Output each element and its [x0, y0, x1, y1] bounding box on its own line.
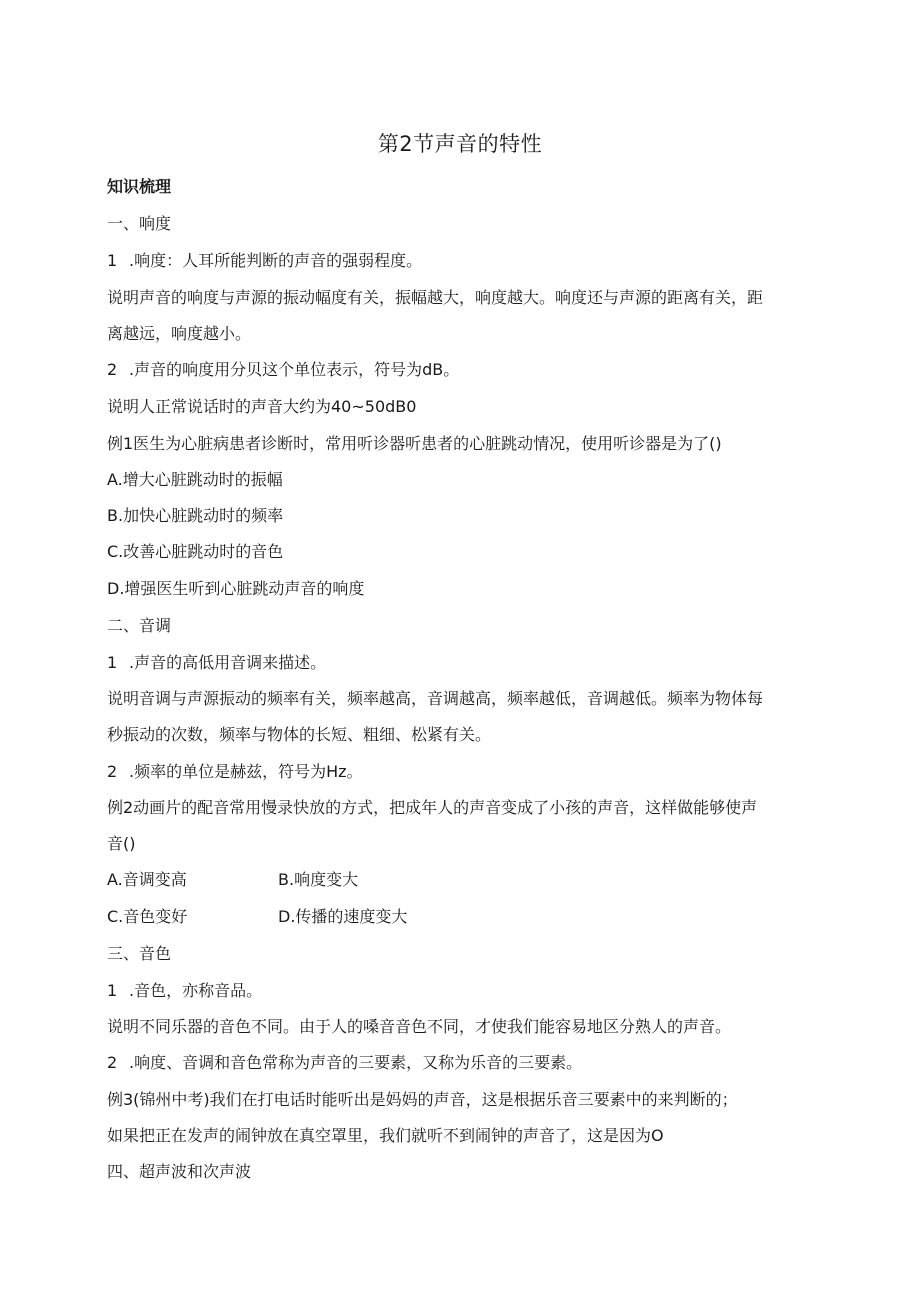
example1-option-c: C.改善心脏跳动时的音色: [107, 542, 284, 561]
part2-note1-line1: 说明音调与声源振动的频率有关，频率越高，音调越高，频率越低，音调越低。频率为物体每: [107, 689, 764, 708]
part2-item1: [107, 652, 326, 674]
part3-item2-text: .响度、音调和音色常称为声音的三要素，又称为乐音的三要素。: [129, 1053, 583, 1072]
example3-question-line2: 如果把正在发声的闹钟放在真空罩里，我们就听不到闹钟的声音了，这是因为O: [107, 1126, 664, 1145]
part1-note1-line2: 离越远，响度越小。: [107, 324, 252, 343]
part1-note1-line1: 说明声音的响度与声源的振动幅度有关，振幅越大，响度越大。响度还与声源的距离有关，距: [107, 288, 764, 307]
section-heading: 知识梳理: [107, 177, 172, 196]
part1-item1-text: .响度：人耳所能判断的声音的强弱程度。: [129, 251, 423, 270]
part3-item1: [107, 980, 262, 1002]
example2-option-c: C.音色变好: [107, 907, 188, 926]
part2-item1-text: .声音的高低用音调来描述。: [129, 653, 327, 672]
example1-option-b: B.加快心脏跳动时的频率: [107, 506, 284, 525]
part1-item2-text: .声音的响度用分贝这个单位表示，符号为dB。: [129, 360, 460, 379]
example2-option-b: B.响度变大: [278, 870, 359, 889]
part1-item1-number: 1: [107, 251, 118, 270]
example2-question-line1: 例2动画片的配音常用慢录快放的方式，把成年人的声音变成了小孩的声音，这样做能够使声: [107, 798, 758, 817]
part1-heading: 一、响度: [107, 214, 172, 233]
part1-item1: [107, 250, 422, 272]
part3-item2: [107, 1052, 582, 1074]
part1-item2-number: 2: [107, 360, 118, 379]
part2-item2-text: .频率的单位是赫兹，符号为Hz。: [129, 762, 363, 781]
example2-option-a: A.音调变高: [107, 870, 187, 889]
part2-heading: 二、音调: [107, 616, 172, 635]
part2-item2-number: 2: [107, 762, 118, 781]
page-title: 第2节声音的特性: [377, 132, 543, 156]
example1-question: 例1医生为心脏病患者诊断时，常用听诊器听患者的心脏跳动情况，使用听诊器是为了(): [107, 434, 722, 453]
part2-note1-line2: 秒振动的次数，频率与物体的长短、粗细、松紧有关。: [107, 725, 492, 744]
part2-item2: [107, 761, 363, 783]
example2-option-d: D.传播的速度变大: [278, 907, 408, 926]
example1-option-d: D.增强医生听到心脏跳动声音的响度: [107, 579, 365, 598]
part3-heading: 三、音色: [107, 944, 172, 963]
part3-note1: 说明不同乐器的音色不同。由于人的嗓音音色不同，才使我们能容易地区分熟人的声音。: [107, 1017, 732, 1036]
example2-question-line2: 音(): [107, 834, 136, 853]
part2-item1-number: 1: [107, 653, 118, 672]
part1-note2: 说明人正常说话时的声音大约为40~50dB0: [107, 397, 417, 416]
part3-item1-number: 1: [107, 981, 118, 1000]
example1-option-a: A.增大心脏跳动时的振幅: [107, 470, 283, 489]
example3-question-line1: 例3(锦州中考)我们在打电话时能听出是妈妈的声音，这是根据乐音三要素中的来判断的；: [107, 1090, 738, 1109]
part1-item2: [107, 359, 459, 381]
part3-item1-text: .音色，亦称音品。: [129, 981, 263, 1000]
part3-item2-number: 2: [107, 1053, 118, 1072]
part4-heading: 四、超声波和次声波: [107, 1162, 252, 1181]
